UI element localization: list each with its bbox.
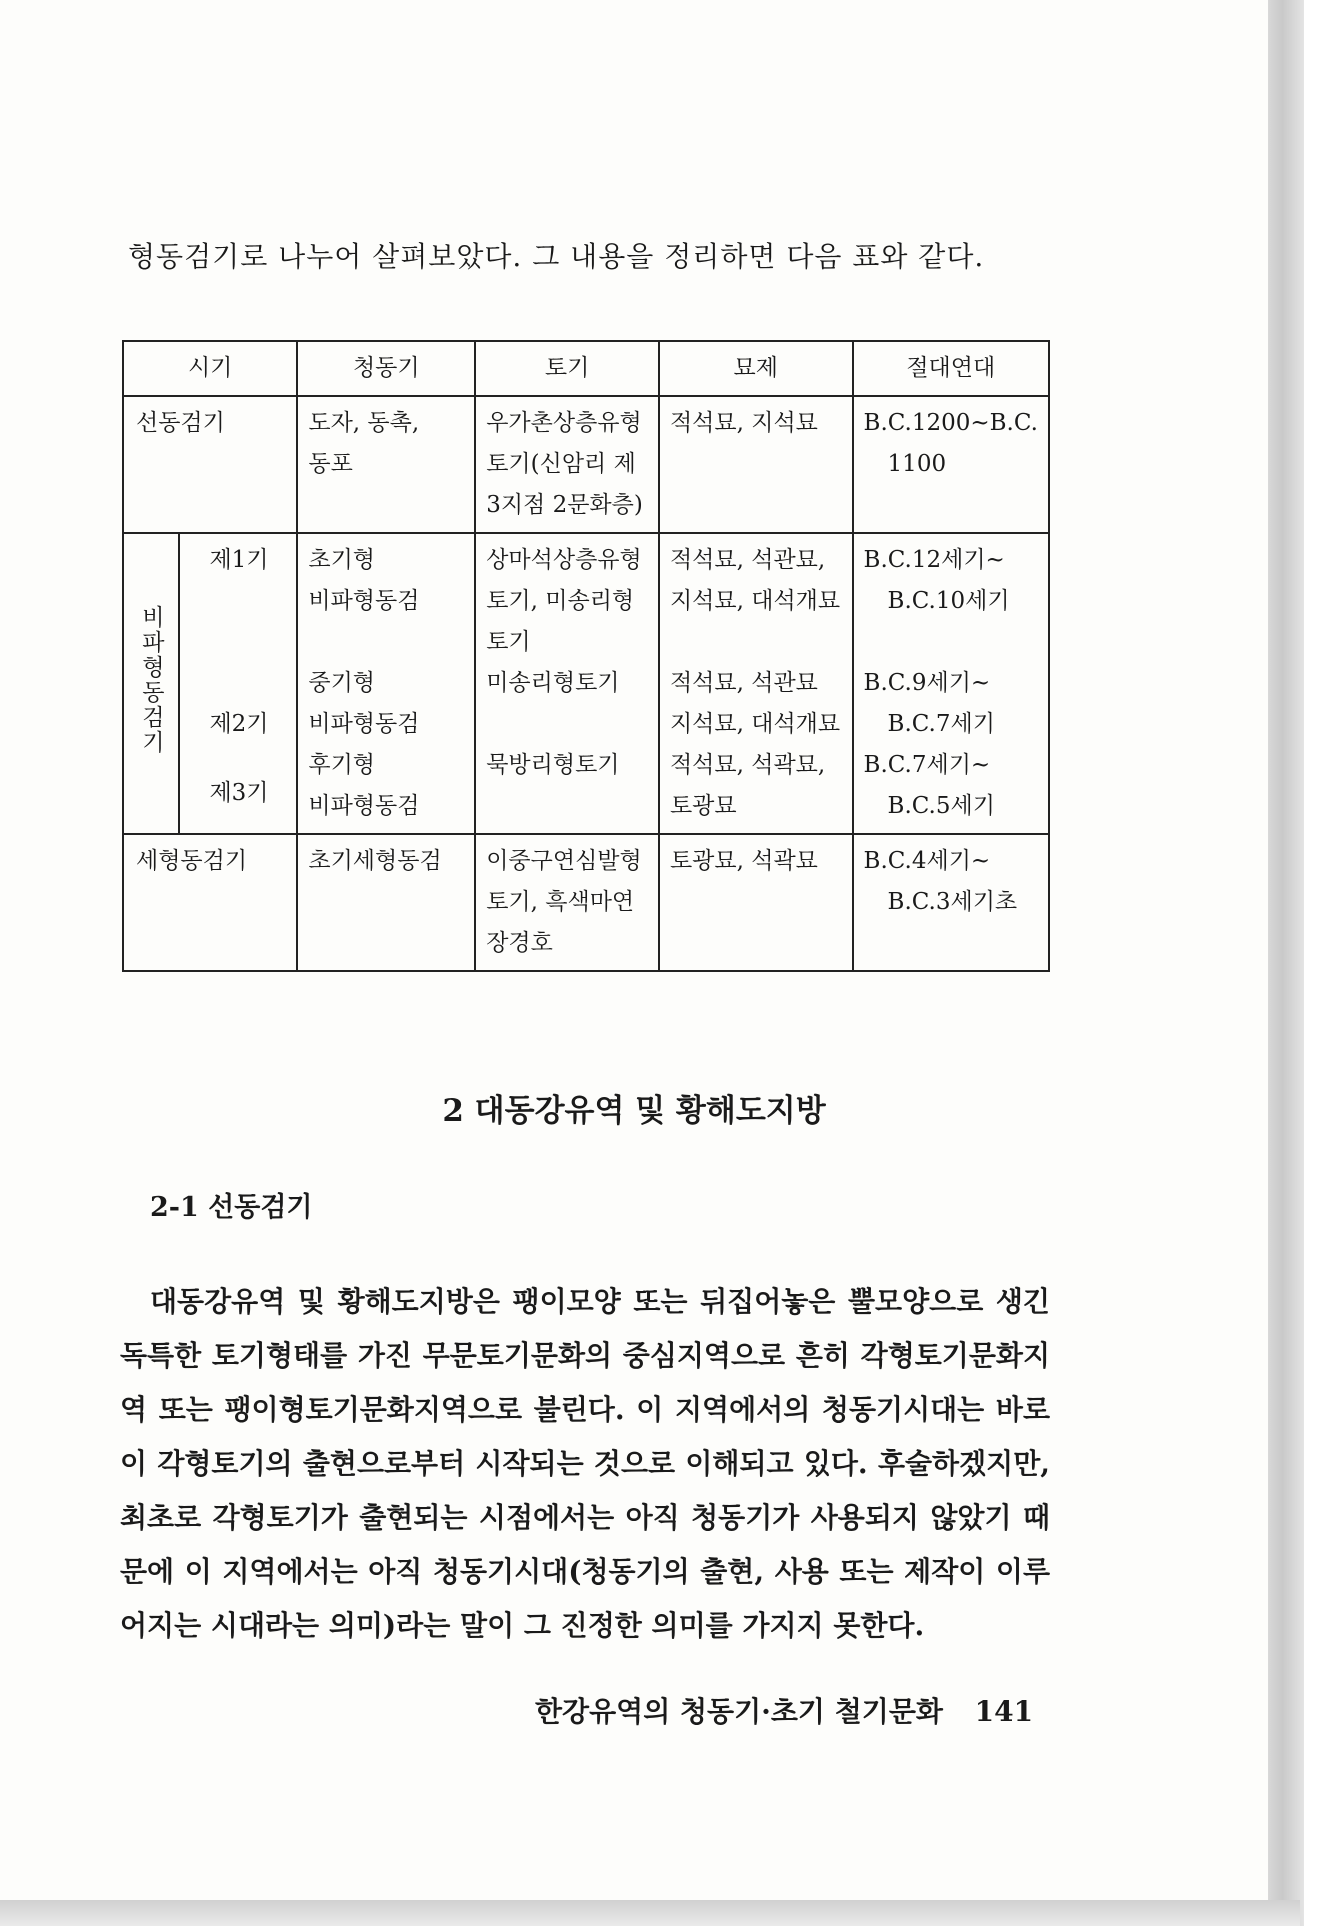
table-row [123, 533, 1049, 834]
bronze-cell: 초기세형동검 [297, 834, 475, 971]
table-row [123, 396, 1049, 533]
cell-line: 토광묘 [669, 793, 737, 819]
tomb-cell: 토광묘, 석곽묘 [659, 834, 853, 971]
header-pottery: 토기 [475, 341, 659, 396]
date-cell [853, 396, 1049, 533]
pottery-cell [475, 834, 659, 971]
cell-line: B.C.4세기~ [863, 848, 991, 874]
cell-line: 비파형동검 [308, 711, 420, 737]
cell-line: 지석묘, 대석개묘 [669, 588, 841, 614]
pottery-cell [475, 396, 659, 533]
cell-line: 토기(신암리 제 [486, 451, 636, 477]
cell-line: B.C.7세기 [887, 711, 995, 737]
header-date: 절대연대 [853, 341, 1049, 396]
cell-line: 1100 [887, 451, 947, 477]
date-cell [853, 533, 1049, 834]
table-row [123, 834, 1049, 971]
cell-line: 토기 [486, 629, 531, 655]
tomb-cell: 적석묘, 지석묘 [659, 396, 853, 533]
pottery-cell [475, 533, 659, 834]
subsection-title: 2-1 선동검기 [150, 1192, 313, 1223]
intro-text: 형동검기로 나누어 살펴보았다. 그 내용을 정리하면 다음 표와 같다. [128, 240, 985, 273]
header-bronze: 청동기 [297, 341, 475, 396]
cell-line: B.C.5세기 [887, 793, 995, 819]
table-header-row [123, 341, 1049, 396]
cell-line: 후기형 [308, 752, 376, 778]
page-footer [535, 1690, 1033, 1730]
cell-line: B.C.10세기 [887, 588, 1010, 614]
date-cell [853, 834, 1049, 971]
bronze-cell [297, 533, 475, 834]
cell-line: B.C.1200~B.C. [863, 410, 1038, 436]
page-edge-bottom [0, 1900, 1300, 1926]
subperiod-label: 제1기 [209, 547, 269, 573]
cell-line: 토기, 미송리형 [486, 588, 635, 614]
cell-line: 미송리형토기 [486, 670, 620, 696]
subperiod-label: 제3기 [209, 780, 269, 806]
cell-line: 중기형 [308, 670, 376, 696]
cell-line: 상마석상층유형 [486, 547, 642, 573]
subperiod-cell [179, 533, 298, 834]
cell-line: 우가촌상층유형 [486, 410, 642, 436]
summary-table [122, 340, 1050, 972]
cell-line: B.C.7세기~ [863, 752, 991, 778]
cell-line: 장경호 [486, 930, 553, 956]
cell-line: 도자, 동촉, [308, 410, 420, 436]
body-text [120, 1275, 1050, 1653]
period-cell: 세형동검기 [123, 834, 297, 971]
header-period: 시기 [123, 341, 297, 396]
header-tomb: 묘제 [659, 341, 853, 396]
page-number: 141 [974, 1695, 1034, 1728]
cell-line: B.C.9세기~ [863, 670, 991, 696]
period-cell: 선동검기 [123, 396, 297, 533]
cell-line: 비파형동검 [308, 588, 420, 614]
body-paragraph: 대동강유역 및 황해도지방은 팽이모양 또는 뒤집어놓은 뿔모양으로 생긴 독특한 토기형태를 가진 무문토기문화의 중심지역으로 흔히 각형토기문화지역 또는 팽이형토기문화지역으로 불린다. 이 지역에서의 청동기시대는 바로 이 각형토기의 출현으로부터 시작되는 것으로 이해되고 있다. 후술하겠지만, 최초로 각형토기가 출현되는 시점에서는 아직 청동기가 사용되지 않았기 때문에 이 지역에서는 아직 청동기시대(청동기의 출현, 사용 또는 제작이 이루어지는 시대라는 의미)라는 말이 그 진정한 의미를 가지지 못한다. [120, 1285, 1050, 1642]
page-edge-right [1268, 0, 1304, 1926]
subperiod-label: 제2기 [209, 711, 269, 737]
tomb-cell [659, 533, 853, 834]
cell-line: 동포 [308, 451, 353, 477]
cell-line: 묵방리형토기 [486, 752, 620, 778]
bronze-cell [297, 396, 475, 533]
cell-line: B.C.12세기~ [863, 547, 1005, 573]
cell-line: 토기, 흑색마연 [486, 889, 635, 915]
group-label-cell [123, 533, 179, 834]
cell-line: 이중구연심발형 [486, 848, 642, 874]
cell-line: 적석묘, 석관묘 [669, 670, 818, 696]
cell-line: 지석묘, 대석개묘 [669, 711, 841, 737]
section-title: 2 대동강유역 및 황해도지방 [442, 1093, 826, 1129]
cell-line: 비파형동검 [308, 793, 420, 819]
cell-line: 적석묘, 석관묘, [669, 547, 826, 573]
group-label: 비파형동검기 [137, 604, 164, 755]
cell-line: 적석묘, 석곽묘, [669, 752, 826, 778]
running-title: 한강유역의 청동기·초기 철기문화 [535, 1695, 943, 1728]
cell-line: 3지점 2문화층) [486, 492, 643, 518]
cell-line: 초기형 [308, 547, 376, 573]
cell-line: B.C.3세기초 [887, 889, 1018, 915]
